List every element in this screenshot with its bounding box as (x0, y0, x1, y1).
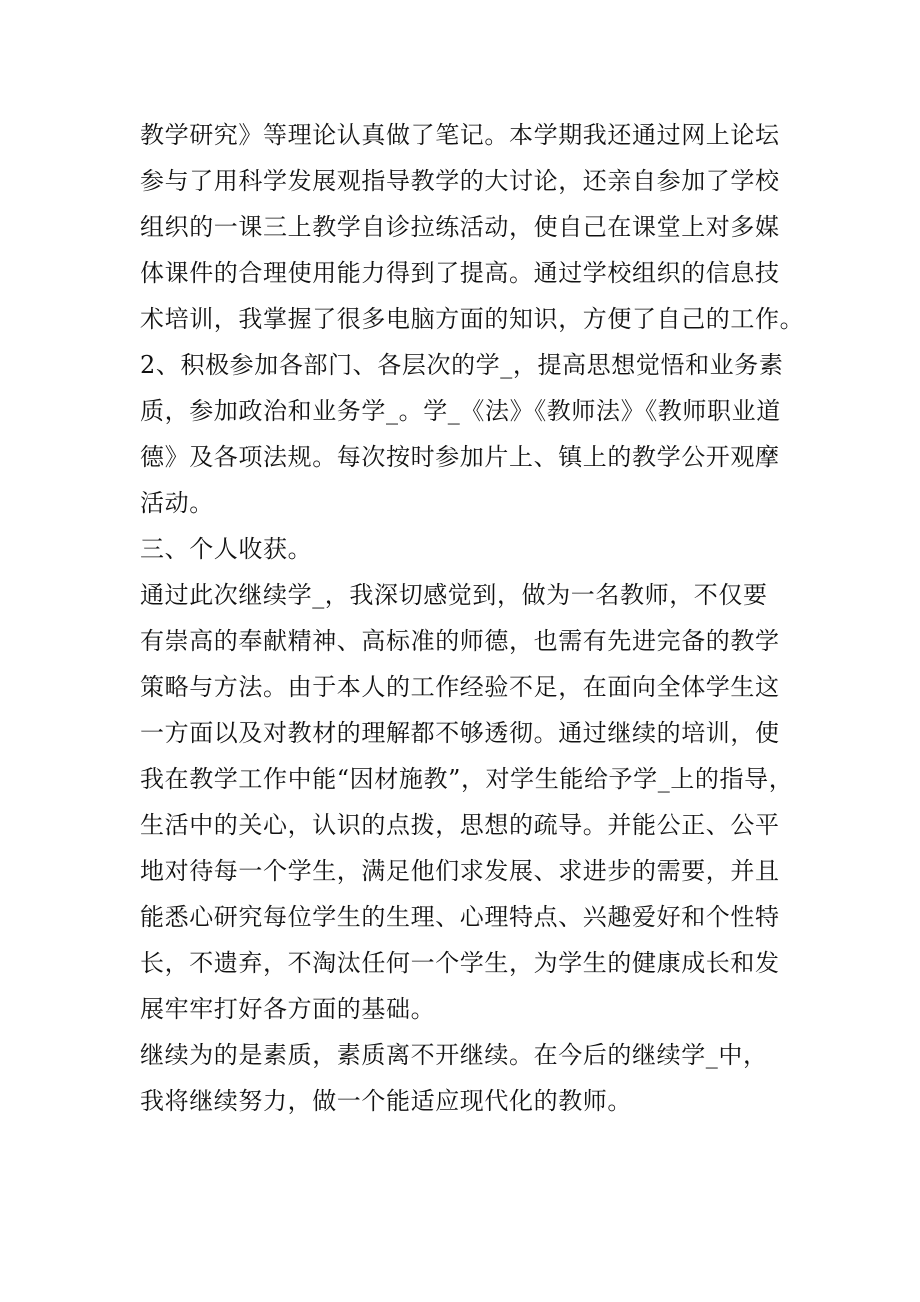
text-line: 继续为的是素质，素质离不开继续。在今后的继续学_中， (140, 1041, 768, 1069)
text-line: 组织的一课三上教学自诊拉练活动，使自己在课堂上对多媒 (140, 213, 780, 241)
document-body (140, 112, 805, 1124)
text-line: 德》及各项法规。每次按时参加片上、镇上的教学公开观摩 (140, 443, 780, 471)
text-line: 教学研究》等理论认真做了笔记。本学期我还通过网上论坛 (140, 121, 780, 149)
text-line: 2、积极参加各部门、各层次的学_，提高思想觉悟和业务素 (140, 351, 784, 379)
text-line: 我在教学工作中能“因材施教”，对学生能给予学_上的指导， (140, 765, 794, 793)
text-line: 生活中的关心，认识的点拨，思想的疏导。并能公正、公平 (140, 811, 780, 839)
text-line: 展牢牢打好各方面的基础。 (140, 995, 436, 1023)
text-line: 术培训，我掌握了很多电脑方面的知识，方便了自己的工作。 (140, 305, 805, 333)
text-line: 一方面以及对教材的理解都不够透彻。通过继续的培训，使 (140, 719, 780, 747)
text-line: 地对待每一个学生，满足他们求发展、求进步的需要，并且 (140, 857, 780, 885)
text-line: 体课件的合理使用能力得到了提高。通过学校组织的信息技 (140, 259, 780, 287)
text-line: 活动。 (140, 489, 214, 517)
text-line: 长，不遗弃，不淘汰任何一个学生，为学生的健康成长和发 (140, 949, 780, 977)
text-line: 参与了用科学发展观指导教学的大讨论，还亲自参加了学校 (140, 167, 780, 195)
text-line: 通过此次继续学_，我深切感觉到，做为一名教师，不仅要 (140, 581, 768, 609)
section-heading: 三、个人收获。 (140, 535, 313, 563)
text-line: 策略与方法。由于本人的工作经验不足，在面向全体学生这 (140, 673, 780, 701)
text-line: 我将继续努力，做一个能适应现代化的教师。 (140, 1087, 632, 1115)
text-line: 有崇高的奉献精神、高标准的师德，也需有先进完备的教学 (140, 627, 780, 655)
text-line: 能悉心研究每位学生的生理、心理特点、兴趣爱好和个性特 (140, 903, 780, 931)
text-line: 质，参加政治和业务学_。学_《法》《教师法》《教师职业道 (140, 397, 781, 425)
